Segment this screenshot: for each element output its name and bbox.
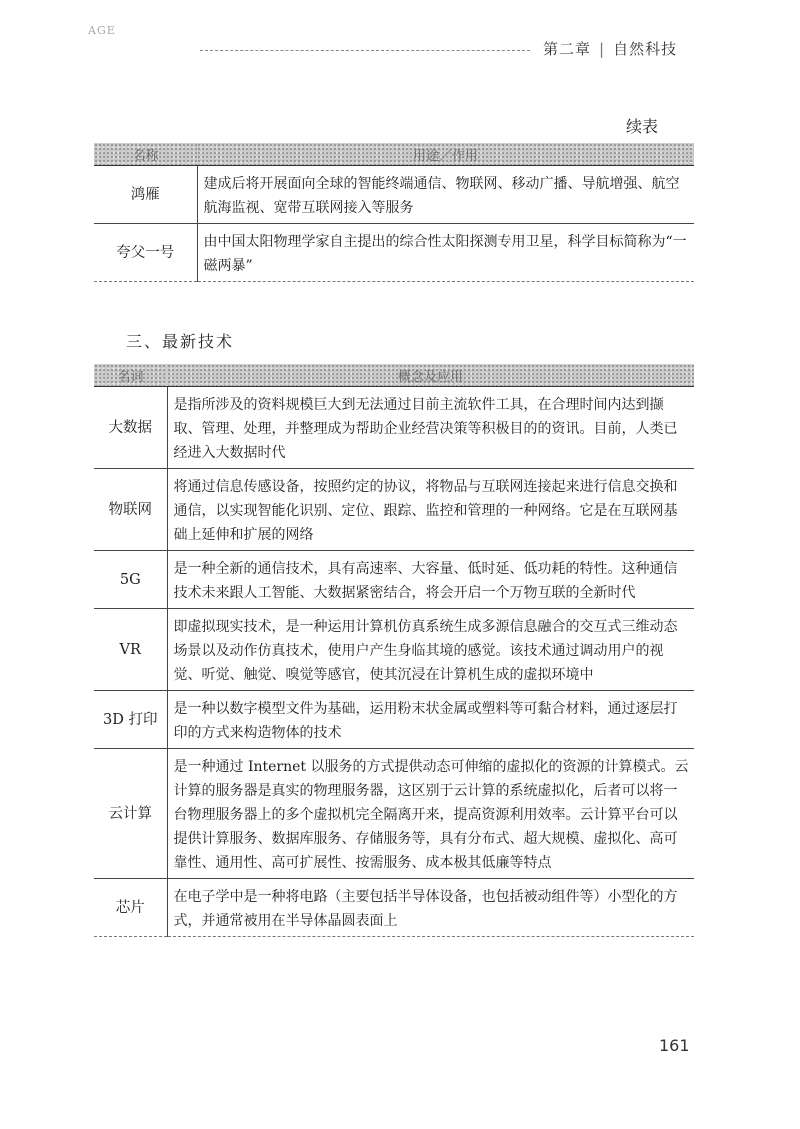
table-new-tech [94,364,694,937]
row-description: 由中国太阳物理学家自主提出的综合性太阳探测专用卫星，科学目标简称为“一磁两暴” [197,224,694,282]
header-rule [200,50,530,51]
row-description: 是指所涉及的资料规模巨大到无法通过目前主流软件工具，在合理时间内达到撷取、管理、处理，并整理成为帮助企业经营决策等积极目的的资讯。目前，人类已经进入大数据时代 [167,387,694,469]
table-row [94,387,694,469]
row-description: 即虚拟现实技术，是一种运用计算机仿真系统生成多源信息融合的交互式三维动态场景以及动作仿真技术，使用户产生身临其境的感觉。该技术通过调动用户的视觉、听觉、触觉、嗅觉等感官，使其沉浸在计算机生成的虚拟环境中 [167,609,694,691]
table-row [94,609,694,691]
continued-label: 续表 [626,117,659,136]
row-term: 3D 打印 [94,691,167,749]
table-row [94,166,694,224]
row-term: 鸿雁 [94,166,197,224]
section-title: 三、最新技术 [126,332,235,351]
table-row [94,749,694,879]
table-header-row [94,143,694,166]
row-term: 云计算 [94,749,167,879]
row-term: 芯片 [94,879,167,937]
running-header [543,38,677,59]
table-satellites [94,143,694,282]
page-number: 161 [659,1036,690,1055]
row-description: 在电子学中是一种将电路（主要包括半导体设备，也包括被动组件等）小型化的方式，并通常被用在半导体晶圆表面上 [167,879,694,937]
row-term: 物联网 [94,469,167,551]
row-term: 夸父一号 [94,224,197,282]
table-row [94,691,694,749]
row-description: 是一种全新的通信技术，具有高速率、大容量、低时延、低功耗的特性。这种通信技术未来跟人工智能、大数据紧密结合，将会开启一个万物互联的全新时代 [167,551,694,609]
table-row [94,879,694,937]
header-separator: | [599,40,606,58]
chapter-title: 自然科技 [613,40,678,58]
row-term: VR [94,609,167,691]
row-term: 5G [94,551,167,609]
column-header-usage: 用途／作用 [197,143,694,166]
row-description: 建成后将开展面向全球的智能终端通信、物联网、移动广播、导航增强、航空航海监视、宽带互联网接入等服务 [197,166,694,224]
chapter-label: 第二章 [543,40,592,58]
row-description: 将通过信息传感设备，按照约定的协议，将物品与互联网连接起来进行信息交换和通信，以实现智能化识别、定位、跟踪、监控和管理的一种网络。它是在互联网基础上延伸和扩展的网络 [167,469,694,551]
column-header-name: 名称 [94,143,197,166]
column-header-term: 名词 [94,364,167,387]
row-description: 是一种通过 Internet 以服务的方式提供动态可伸缩的虚拟化的资源的计算模式。云计算的服务器是真实的物理服务器，这区别于云计算的系统虚拟化，后者可以将一台物理服务器上的多个虚拟机完全隔离开来，提高资源利用效率。云计算平台可以提供计算服务、数据库服务、存储服务等，具有分布式、超大规模、虚拟化、高可靠性、通用性、高可扩展性、按需服务、成本极其低廉等特点 [167,749,694,879]
column-header-concept: 概念及应用 [167,364,694,387]
row-term: 大数据 [94,387,167,469]
table-row [94,469,694,551]
corner-mark: AGE [88,24,116,37]
table-header-row [94,364,694,387]
table-row [94,224,694,282]
row-description: 是一种以数字模型文件为基础，运用粉末状金属或塑料等可黏合材料，通过逐层打印的方式来构造物体的技术 [167,691,694,749]
table-row [94,551,694,609]
